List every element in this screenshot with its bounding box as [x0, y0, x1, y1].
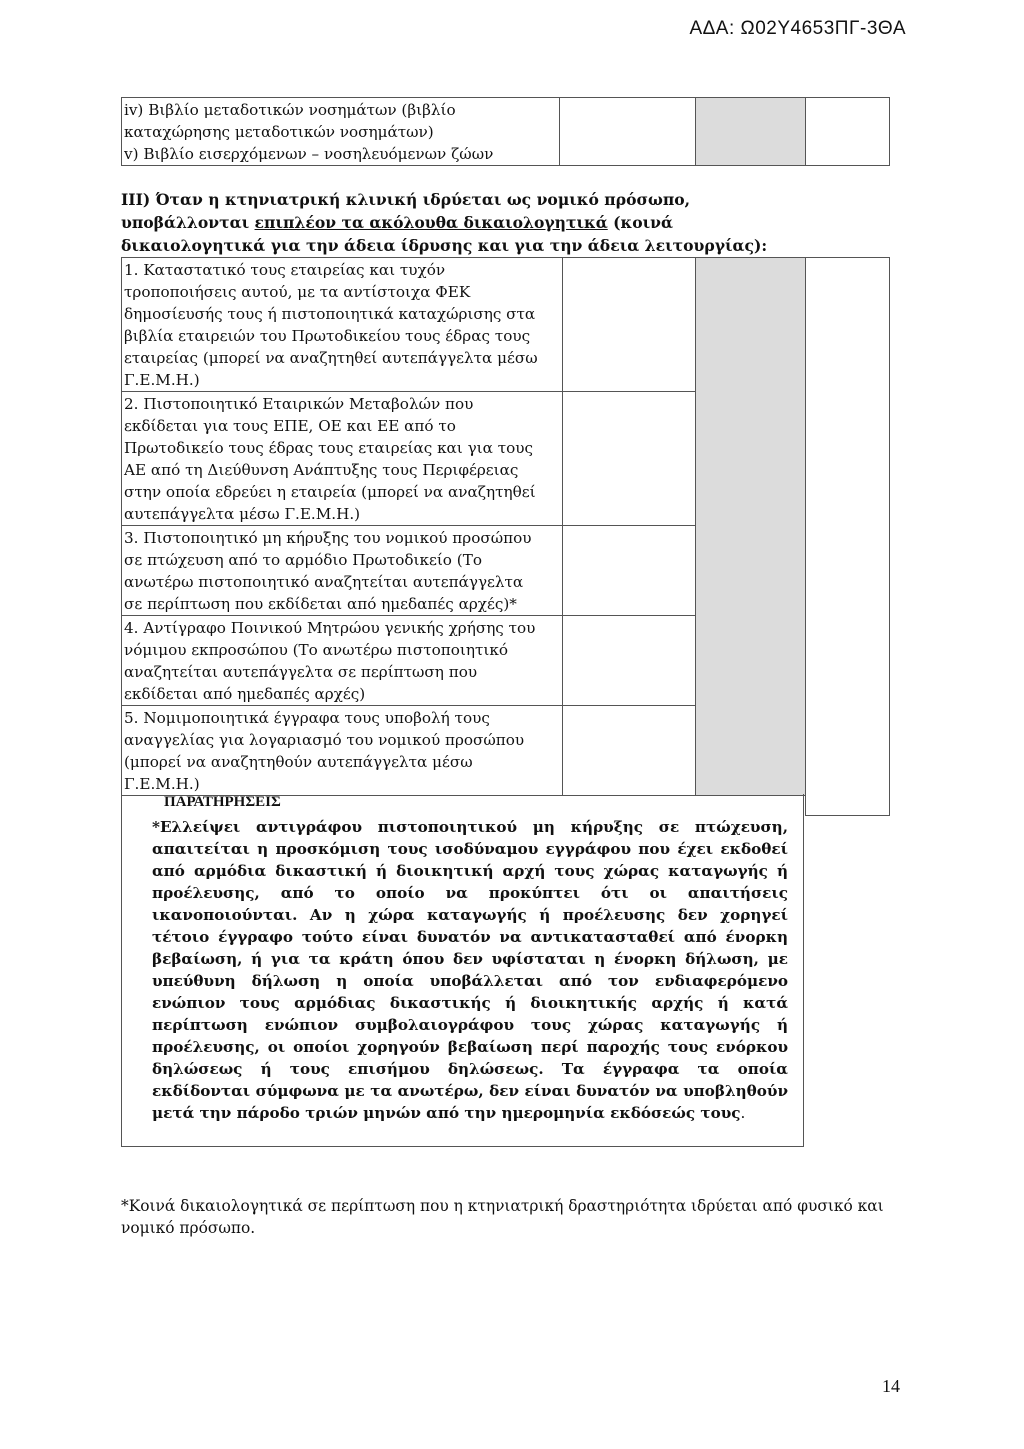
requirements-table [121, 257, 890, 816]
item-5-desc [122, 706, 563, 796]
empty-cell [563, 258, 696, 392]
empty-column [806, 258, 890, 816]
text-line: Πρωτοδικείο τους έδρας τους εταιρείας και για τους [124, 439, 533, 457]
text-line: (μπορεί να αναζητηθούν αυτεπάγγελτα μέσω [124, 753, 473, 771]
remarks-text [152, 816, 788, 1124]
text-line: αναγγελίας για λογαριασμό του νομικού προσώπου [124, 731, 525, 749]
text-line: βιβλία εταιρειών του Πρωτοδικείου τους έδρας τους [124, 327, 531, 345]
item-4-desc [122, 616, 563, 706]
text-line: σε περίπτωση που εκδίδεται από ημεδαπές αρχές)* [124, 595, 517, 613]
top-table [121, 97, 890, 166]
heading-part-1: ΙΙΙ) Όταν η κτηνιατρική κλινική ιδρύεται ως νομικό πρόσωπο, υποβάλλονται [121, 190, 691, 232]
text-line: εκδίδεται για τους ΕΠΕ, ΟΕ και ΕΕ από το [124, 417, 456, 435]
text-line: δημοσίευσής τους ή πιστοποιητικά καταχώρισης στα [124, 305, 536, 323]
text-line: εταιρείας (μπορεί να αναζητηθεί αυτεπάγγελτα μέσω [124, 349, 538, 367]
footnote: *Κοινά δικαιολογητικά σε περίπτωση που η κτηνιατρική δραστηριότητα ιδρύεται από φυσικό και νομικό πρόσωπο. [121, 1197, 884, 1237]
text-line: 3. Πιστοποιητικό μη κήρυξης του νομικού προσώπου [124, 529, 532, 547]
text-line: 5. Νομιμοποιητικά έγγραφα τους υποβολή τους [124, 709, 490, 727]
heading-underlined: επιπλέον τα ακόλουθα δικαιολογητικά [254, 213, 608, 232]
text-line: καταχώρησης μεταδοτικών νοσημάτων) [124, 123, 434, 141]
text-line: νόμιμου εκπροσώπου (Το ανωτέρω πιστοποιητικό [124, 641, 508, 659]
text-line: Γ.Ε.Μ.Η.) [124, 775, 200, 793]
text-line: 1. Καταστατικό τους εταιρείας και τυχόν [124, 261, 446, 279]
text-line: τροποποιήσεις αυτού, με τα αντίστοιχα ΦΕΚ [124, 283, 471, 301]
text-line: εκδίδεται από ημεδαπές αρχές) [124, 685, 366, 703]
item-1-desc [122, 258, 563, 392]
remarks-box [121, 794, 804, 1147]
text-line: αναζητείται αυτεπάγγελτα σε περίπτωση που [124, 663, 478, 681]
text-line: ανωτέρω πιστοποιητικό αναζητείται αυτεπάγγελτα [124, 573, 524, 591]
empty-cell [563, 526, 696, 616]
text-line: 2. Πιστοποιητικό Εταιρικών Μεταβολών που [124, 395, 474, 413]
item-2-desc [122, 392, 563, 526]
page-number: 14 [882, 1376, 900, 1396]
empty-cell [563, 392, 696, 526]
empty-cell [563, 616, 696, 706]
text-line: v) Βιβλίο εισερχόμενων – νοσηλευόμενων ζώων [124, 145, 494, 163]
text-line: στην οποία εδρεύει η εταιρεία (μπορεί να αναζητηθεί [124, 483, 536, 501]
empty-cell [560, 98, 696, 166]
remarks-tail: . [740, 1104, 746, 1122]
remarks-title: ΠΑΡΑΤΗΡΗΣΕΙΣ [164, 794, 281, 810]
text-line: iv) Βιβλίο μεταδοτικών νοσημάτων (βιβλίο [124, 101, 456, 119]
text-line: 4. Αντίγραφο Ποινικού Μητρώου γενικής χρήσης του [124, 619, 536, 637]
text-line: αυτεπάγγελτα μέσω Γ.Ε.Μ.Η.) [124, 505, 361, 523]
text-line: Γ.Ε.Μ.Η.) [124, 371, 200, 389]
table-row [122, 98, 890, 166]
text-line: σε πτώχευση από το αρμόδιο Πρωτοδικείο (Το [124, 551, 482, 569]
section-heading [121, 188, 801, 257]
heading-part-2: (κοινά δικαιολογητικά για την άδεια ίδρυσης και για την άδεια λειτουργίας): [121, 213, 768, 255]
item-3-desc [122, 526, 563, 616]
empty-cell [563, 706, 696, 796]
ada-code: ΑΔΑ: Ω02Υ4653ΠΓ-3ΘΑ [689, 18, 906, 39]
shaded-cell [696, 98, 806, 166]
text-line: ΑΕ από τη Διεύθυνση Ανάπτυξης τους Περιφέρειας [124, 461, 519, 479]
remarks-body: *Ελλείψει αντιγράφου πιστοποιητικού μη κήρυξης σε πτώχευση, απαιτείται η προσκόμιση τους ισοδύναμου εγγράφου που έχει εκδοθεί από αρμόδια δικαστική ή διοικητική αρχή τους χώρας καταγωγής ή προέλευσης, από το οποίο να προκύπτει ότι οι απαιτήσεις ικανοποιούνται. Αν η χώρα καταγωγής ή προέλευσης δεν χορηγεί τέτοιο έγγραφο τούτο είναι δυνατόν να αντικατασταθεί από ένορκη βεβαίωση, ή για τα κράτη όπου δεν υφίσταται η ένορκη δήλωση, με υπεύθυνη δήλωση η οποία υποβάλλεται από τον ενδιαφερόμενο ενώπιον τους αρμόδιας δικαστικής ή διοικητικής αρχής ή κατά περίπτωση ενώπιον συμβολαιογράφου τους χώρας καταγωγής ή προέλευσης, οι οποίοι χορηγούν βεβαίωση περί παροχής τους ενόρκου δηλώσεως ή τους επισήμου δηλώσεως. Τα έγγραφα τα οποία εκδίδονται σύμφωνα με τα ανωτέρω, δεν είναι δυνατόν να υποβληθούν μετά την πάροδο τριών μηνών από την ημερομηνία εκδόσεώς τους [152, 818, 788, 1122]
top-table-desc [122, 98, 560, 166]
empty-cell [806, 98, 890, 166]
shaded-column [696, 258, 806, 796]
table-row [122, 258, 890, 392]
